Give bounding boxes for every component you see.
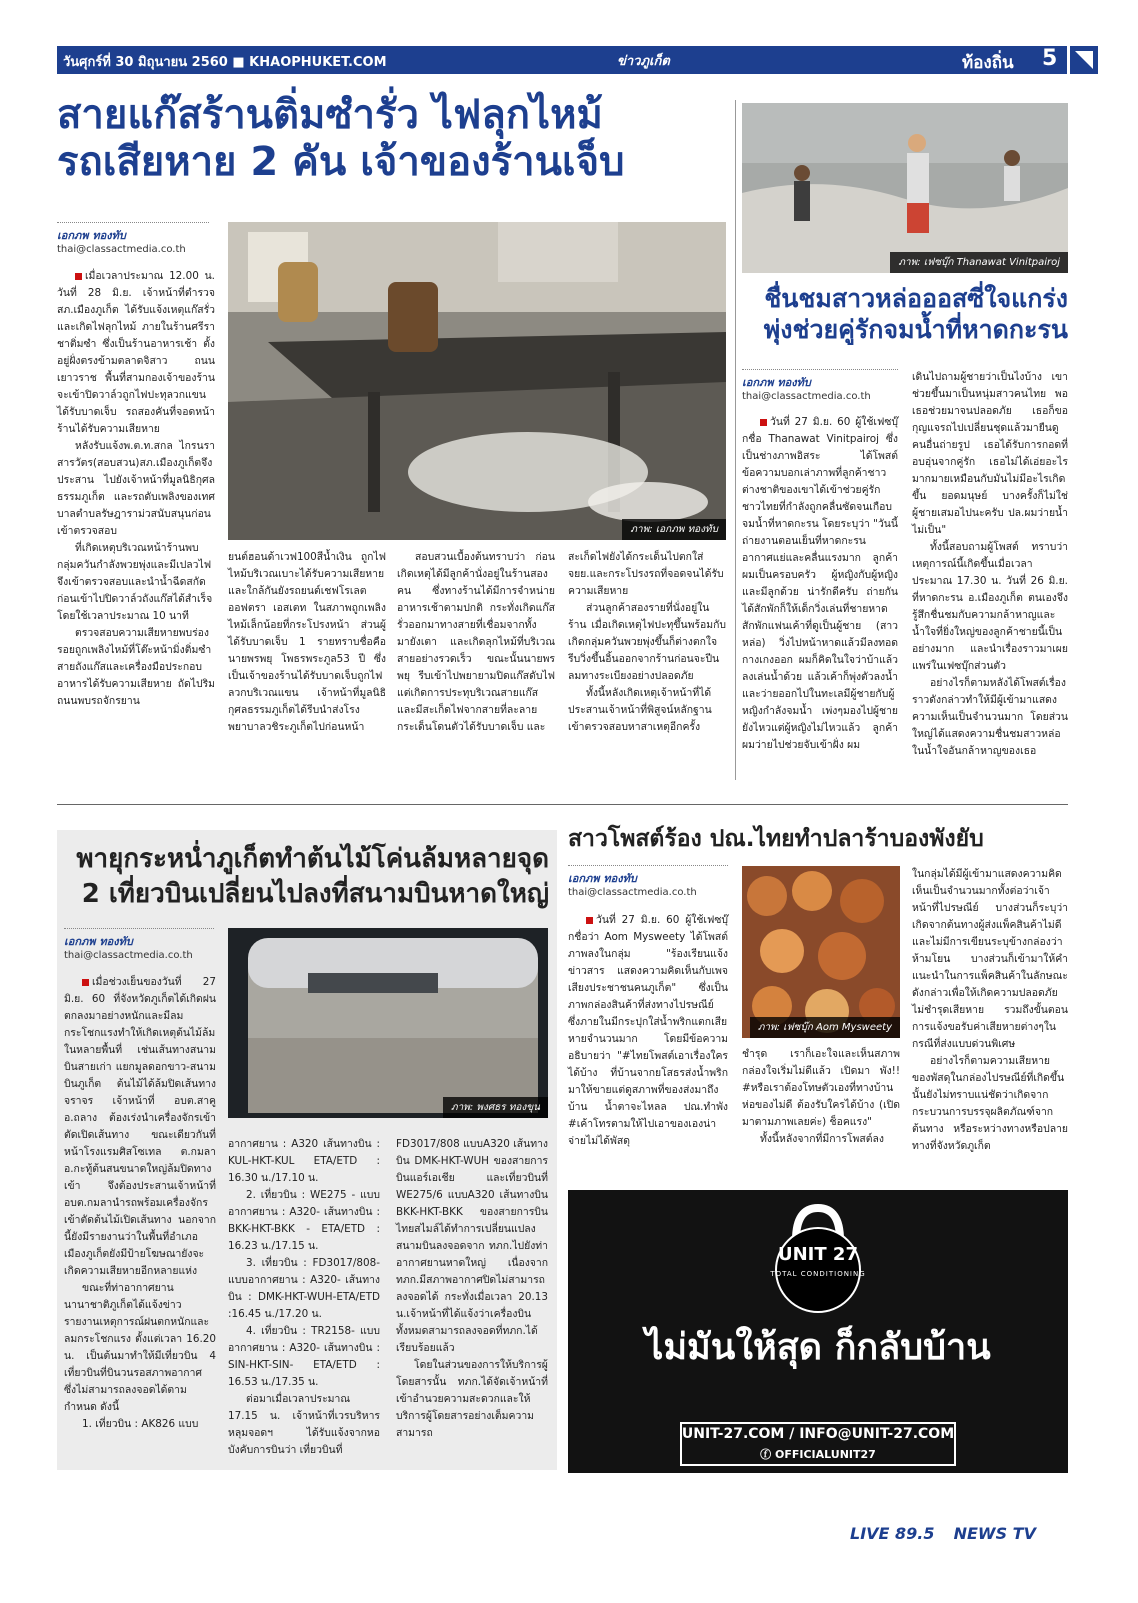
- story4-p1: วันที่ 27 มิ.ย. 60 ผู้ใช้เฟซบุ๊กชื่อว่า Aom Mysweety ได้โพสต์ภาพลงในกลุ่ม "ร้องเรียนแจ้งข่าวสาร แสดงความคิดเห็นกับเพจเสียงประชาชนคนภูเก็ต" ซึ่งเป็นภาพกล่องสินค้าที่ส่งทางไปรษณีย์ ซึ่งภายในมีกระปุกใส่น้ำพริกแตกเสียหายจำนวนมาก โดยมีข้อความอธิบายว่า "#ไทยโพสต์เอาเรื่องใครได้บ้าง ที่บ้านจากยโสธรส่งน้ำพริกมาให้ขายแต่ดูสภาพที่ของส่งมาถึงบ้าน น้ำตาจะไหลล ปณ.ทำพัง #เค้าโทรตามให้ไปเอาของเองน่าจ่ายไม่ได้พัสดุ: [568, 912, 728, 1150]
- story2-headline-line2: พุ่งช่วยคู่รักจมน้ำที่หาดกะรน: [763, 315, 1068, 345]
- story1-photo: [228, 222, 726, 540]
- header-date: วันศุกร์ที่ 30 มิถุนายน 2560 ■ KHAOPHUKET.COM: [63, 55, 387, 70]
- ad-slogan: ไม่มันให้สุด ก็กลับบ้าน: [645, 1327, 991, 1368]
- story3-headline-line1: พายุกระหน่ำภูเก็ตทำต้นไม้โค่นล้มหลายจุด: [76, 844, 549, 874]
- story2-byline: [742, 369, 898, 402]
- story2-author: เอกภพ ทองทับ: [742, 376, 811, 389]
- story3-email[interactable]: thai@classactmedia.co.th: [64, 950, 193, 961]
- story1-headline-line2: รถเสียหาย 2 คัน เจ้าของร้านเจ็บ: [57, 139, 625, 186]
- story4-p3: ทั้งนี้หลังจากที่มีการโพสต์ลง: [760, 1133, 884, 1145]
- story1-text-col3: [397, 549, 555, 777]
- ad-website[interactable]: UNIT-27.COM / INFO@UNIT-27.COM: [681, 1426, 955, 1442]
- story2-headline: [742, 283, 1068, 346]
- section-name: ท้องถิ่น: [962, 53, 1014, 73]
- story2-p1: วันที่ 27 มิ.ย. 60 ผู้ใช้เฟซบุ๊กชื่อ Thanawat Vinitpairoj ซึ่งเป็นช่างภาพอิสระ ได้โพสต์ข้อความบอกเล่าภาพที่ลูกค้าชาวต่างชาติของเขาได้เข้าช่วยคู่รักชาวไทยที่กำลังถูกคลื่นซัดจนเกือบจมน้ำที่หาดกะรน โดยระบุว่า "วันนี้ถ่ายงานตอนเย็นที่หาดกะรน อากาศแย่และคลื่นแรงมาก ลูกค้าผมเป็นครอบครัว ผู้หญิงกับผู้หญิงและมีลูกด้วย น่ารักดีครับ ถ่ายกันได้สักพักก็ให้เด็กวิ่งเล่นที่ชายหาด สักพักแฟนเค้าที่ดูเป็นผู้ชาย (สาวหล่อ) วิ่งไปหน้าหาดแล้วมีลงทอดกางเกงออก ผมก็คิดในใจว่าบ้าแล้ว ลงเล่นน้ำด้วย แล้วเค้าก็พุ่งตัวลงน้ำและว่ายออกไปในทะเลมีผู้ชายกับผู้หญิงกำลังจมน้ำ เพ่งๆมองไปผู้ชายยังไหวแต่ผู้หญิงไม่ไหวแล้ว ลูกค้าผมว่ายไปช่วยจับเข้าฝั่ง ผม: [742, 414, 898, 754]
- story1-text-col2: [228, 549, 386, 777]
- story3-headline: [64, 842, 549, 912]
- story2-email[interactable]: thai@classactmedia.co.th: [742, 391, 871, 402]
- story2-headline-line1: ชื่นชมสาวหล่อออสซี่ใจแกร่ง: [764, 284, 1068, 313]
- broken-jars-image: [742, 866, 900, 1038]
- story3-photo: [228, 928, 548, 1118]
- story4-author: เอกภพ ทองทับ: [568, 872, 637, 885]
- story4-text-col2: [742, 1046, 900, 1154]
- story1-p9: ทั้งนี้หลังเกิดเหตุเจ้าหน้าที่ได้ประสานเจ้าหน้าที่พิสูจน์หลักฐานเข้าตรวจสอบหาสาเหตุอีกครั้ง: [568, 687, 712, 733]
- story3-headline-line2: 2 เที่ยวบินเปลี่ยนไปลงที่สนามบินหาดใหญ่: [81, 879, 549, 910]
- story1-text-col4: [568, 549, 726, 777]
- story3-p1: เมื่อช่วงเย็นของวันที่ 27 มิ.ย. 60 ที่จังหวัดภูเก็ตได้เกิดฝนตกลงมาอย่างหนักและมีลมกระโชกแรงทำให้เกิดเหตุต้นไม้ล้มในหลายพื้นที่ เช่นเส้นทางสนามบินสายเก่า แยกมูลดอกขาว-สนามบินภูเก็ต ต้นไม้ได้ล้มปิดเส้นทางจราจร เจ้าหน้าที่ อบต.สาคู อ.ถลาง ต้องเร่งนำเครื่องจักรเข้าตัดเปิดเส้นทาง ขณะเดียวกันที่หน้าโรงแรมศิสโซเทล ต.กมลา อ.กะทู้ต้นสนขนาดใหญ่ล้มปิดทางเข้า จึงต้องประสานเจ้าหน้าที่อบต.กมลานำรถพร้อมเครื่องจักรเข้าตัดต้นไม้เปิดเส้นทาง นอกจากนี้ยังมีรายงานว่าในพื้นที่อำเภอเมืองภูเก็ตยังมีป้ายโฆษณายังจะเกิดความเสียหายอีกหลายแห่ง: [64, 974, 216, 1280]
- corner-arrow-icon: [1070, 46, 1098, 74]
- airport-window-image: [228, 928, 548, 1118]
- story1-headline-line1: สายแก๊สร้านติ่มซำรั่ว ไฟลุกไหม้: [57, 92, 603, 138]
- story1-photo-caption: ภาพ: เอกภพ ทองทับ: [622, 519, 726, 540]
- story3-p5: 2. เที่ยวบิน : WE275 - แบบอากาศยาน : A320- เส้นทางบิน : BKK-HKT-BKK - ETA/ETD : 16.23 น./17.15 น.: [228, 1189, 380, 1252]
- ad-logo-sub: TOTAL CONDITIONING: [770, 1270, 866, 1278]
- column-divider: [735, 100, 736, 780]
- story1-byline: [57, 222, 209, 255]
- story1-headline: [57, 92, 737, 186]
- story4-photo-caption: ภาพ: เฟซบุ๊ก Aom Mysweety: [750, 1017, 900, 1038]
- story4-text-col1: [568, 912, 728, 1147]
- story3-photo-caption: ภาพ: พงศธร ทองขุน: [443, 1097, 548, 1118]
- story1-text-col1: [57, 268, 215, 776]
- masthead-logo[interactable]: ข่าวภูเก็ต: [617, 54, 670, 69]
- story2-photo-caption: ภาพ: เฟซบุ๊ก Thanawat Vinitpairoj: [890, 252, 1068, 273]
- page-header-bar: [57, 46, 1067, 74]
- story4-byline: [568, 865, 728, 898]
- story3-p6: 3. เที่ยวบิน : FD3017/808- แบบอากาศยาน : A320- เส้นทางบิน : DMK-HKT-WUH-ETA/ETD :16.45 น./17.20 น.: [228, 1257, 380, 1320]
- story4-email[interactable]: thai@classactmedia.co.th: [568, 887, 697, 898]
- story2-p2: เดินไปถามผู้ชายว่าเป็นไงบ้าง เขาช่วยขึ้นมาเป็นหนุ่มสาวคนไทย พอเธอช่วยมาจนปลอดภัย เธอก็ขอกุญแจรถไปเปลี่ยนชุดแล้วมายืนดูคนอื่นถ่ายรูป เธอได้รับการกอดที่อบอุ่นจากคู่รัก เธอไม่ได้เอ่ยอะไรมากมายเหมือนกับมันไม่มีอะไรเกิดขึ้น ยอดมนุษย์ บางครั้งก็ไม่ใช่ผู้ชายเสมอไปนะครับ ปล.ผมว่ายน้ำไม่เป็น": [912, 371, 1068, 536]
- story4-text-col3: [912, 866, 1068, 1154]
- story3-p9: FD3017/808 แบบA320 เส้นทางบิน DMK-HKT-WUH ของสายการบินแอร์เอเชีย และเที่ยวบินที่ WE275/6 แบบA320 เส้นทางบิน BKK-HKT-BKK ของสายการบินไทยสไมล์ได้ทำการเปลี่ยนแปลงสนามบินลงจอดจาก ทภก.ไปยังท่าอากาศยานหาดใหญ่ เนื่องจาก ทภก.มีสภาพอากาศปิดไม่สามารถลงจอดได้ กระทั่งเมื่อเวลา 20.13 น.เจ้าหน้าที่ได้แจ้งว่าเครื่องบินทั้งหมดสามารถลงจอดที่ทภก.ได้เรียบร้อยแล้ว: [396, 1138, 548, 1354]
- story1-p2: หลังรับแจ้งพ.ต.ท.สกล ไกรนราสารวัตร(สอบสวน)สภ.เมืองภูเก็ตจึงประสาน ไปยังเจ้าหน้าที่มูลนิธิกุศลธรรมภูเก็ต และรถดับเพลิงของเทศบาลตำบลรัษฎาราม่วสนับสนุนก่อนเข้าตรวจสอบ: [57, 440, 215, 537]
- ad-facebook[interactable]: ⓕ OFFICIALUNIT27: [760, 1448, 876, 1461]
- story2-text-col1: [742, 414, 898, 778]
- story3-text-col2: [228, 1136, 380, 1464]
- story1-p5: ยนต์ฮอนด้าเวฟ100สีน้ำเงิน ถูกไฟไหม้บริเวณเบาะได้รับความเสียหาย และใกล้กันยังรถยนต์เชฟโรเลตออฟตรา เอสเตท ในสภาพถูกเพลิงไหม้เล็กน้อยที่กระโปรงหน้า ส่วนผู้ได้รับบาดเจ็บ 1 รายทราบชื่อคือ นายพรพยุ โพธรพระภูล53 ปี ซึ่งเป็นเจ้าของร้านได้รับบาดเจ็บถูกไฟลวกบริเวณแขน เจ้าหน้าที่มูลนิธิกุศลธรรมภูเก็ตได้รีบนำส่งโรงพยาบาลวชิระภูเก็ตไปก่อนหน้า: [228, 551, 386, 733]
- story2-photo: [742, 103, 1068, 273]
- footer-logo-live[interactable]: LIVE 89.5: [850, 1524, 935, 1543]
- story4-headline: สาวโพสต์ร้อง ปณ.ไทยทำปลาร้าบองพังยับ: [568, 826, 984, 852]
- story1-p1: เมื่อเวลาประมาณ 12.00 น. วันที่ 28 มิ.ย. เจ้าหน้าที่ตำรวจ สภ.เมืองภูเก็ต ได้รับแจ้งเหตุแก๊สรั่ว และเกิดไฟลุกไหม้ ภายในร้านศรีราชาติ่มซำ ซึ่งเป็นร้านอาหารเช้า ตั้งอยู่ฝั่งตรงข้ามตลาดจิสาว ถนนเยาวราช พื้นที่สามกองเจ้าของร้านจะเข้าปิดวาล์วถูกไฟปะทุลวกแขนได้รับบาดเจ็บ รถสองคันที่จอดหน้าร้านได้รับความเสียหาย: [57, 268, 215, 438]
- story3-author: เอกภพ ทองทับ: [64, 935, 133, 948]
- beach-rescue-image: [742, 103, 1068, 273]
- story1-p3: ที่เกิดเหตุบริเวณหน้าร้านพบกลุ่มควันกำลังพวยพุ่งและมีเปลวไฟ จึงเข้าตรวจสอบและนำน้ำฉีดสกัด ก่อนเข้าไปปิดวาล์วถังแก๊สได้สำเร็จ โดยใช้เวลาประมาณ 10 นาที: [57, 542, 213, 622]
- footer-logos: [850, 1524, 1070, 1554]
- story3-p8: ต่อมาเมื่อเวลาประมาณ 17.15 น. เจ้าหน้าที่เวรบริหารหลุมจอดฯ ได้รับแจ้งจากหอบังคับการบินว่า เที่ยวบินที่: [228, 1393, 380, 1456]
- story4-p4: ในกลุ่มได้มีผู้เข้ามาแสดงความคิดเห็นเป็นจำนวนมากทั้งต่อว่าเจ้าหน้าที่ไปรษณีย์ บางส่วนก็ระบุว่าเกิดจากต้นทางผู้ส่งแพ็คสินค้าไม่ดีและไม่มีการเขียนระบุข้างกล่องว่าห้ามโยน บางส่วนก็เข้ามาให้คำแนะนำในการแพ็คสินค้าในลักษณะดังกล่าวเพื่อให้เกิดความปลอดภัย ไม่ชำรุดเสียหาย รวมถึงขั้นตอนการแจ้งขอรับค่าเสียหายต่างๆในกรณีที่ส่งแบบด่วนพิเศษ: [912, 868, 1068, 1050]
- footer-logo-news[interactable]: NEWS TV: [953, 1524, 1036, 1543]
- story1-author: เอกภพ ทองทับ: [57, 229, 126, 242]
- story2-p4: อย่างไรก็ตามหลังได้โพสต์เรื่องราวดังกล่าวทำให้มีผู้เข้ามาแสดงความเห็นเป็นจำนวนมาก โดยส่วนใหญ่ได้แสดงความชื่นชมสาวหล่อในน้ำใจอันกล้าหาญของเธอ: [912, 677, 1068, 757]
- story1-p4: ตรวจสอบความเสียหายพบร่องรอยถูกเพลิงไหม้ที่โต๊ะหน้ามิ่งติ่มซำ สายถังแก๊สและเครื่องมือประกอบอาหารได้รับความเสียหาย ถัดไปริมถนนพบรถจักรยาน: [57, 627, 215, 707]
- story3-p2: ขณะที่ท่าอากาศยานนานาชาติภูเก็ตได้แจ้งข่าวรายงานเหตุการณ์ฝนตกหนักและลมกระโชกแรง ตั้งแต่เวลา 16.20 น. เป็นต้นมาทำให้มีเที่ยวบิน 4 เที่ยวบินที่บินวนรอสภาพอากาศ ซึ่งไม่สามารถลงจอดได้ตามกำหนด ดังนี้: [64, 1282, 216, 1413]
- story1-p7: สะเก็ดไฟยังได้กระเด็นไปตกใส่จยย.และกระโปรงรถที่จอดจนได้รับความเสียหาย: [568, 551, 724, 597]
- page-number: 5: [1042, 46, 1058, 71]
- burnt-kitchen-image: [228, 222, 726, 540]
- story1-p6: สอบสวนเบื้องต้นทราบว่า ก่อนเกิดเหตุได้มีลูกค้านั่งอยู่ในร้านสองคน ซึ่งทางร้านได้มีการจำหน่ายอาหารเช้าตามปกติ กระทั่งเกิดแก๊สรั่วออกมาทางสายที่เชื่อมจากทั้งมายังเตา และเกิดลุกไหม้ที่บริเวณสายอย่างรวดเร็ว ขณะนั้นนายพรพยุ รีบเข้าไปพยายามปิดแก๊สดับไฟแต่เกิดการประทุบริเวณสายแก๊สและมีสะเก็ดไฟจากสายที่ละลายกระเด็นโดนตัวได้รับบาดเจ็บ และ: [397, 551, 555, 733]
- story3-text-col1: [64, 974, 216, 1464]
- story3-p10: โดยในส่วนของการให้บริการผู้โดยสารนั้น ทภก.ได้จัดเจ้าหน้าที่เข้าอำนวยความสะดวกและให้บริการผู้โดยสารอย่างเต็มความสามารถ: [396, 1359, 548, 1439]
- story3-p3: 1. เที่ยวบิน : AK826 แบบ: [82, 1418, 199, 1430]
- story4-p2: ชำรุด เราก็เอะใจและเห็นสภาพกล่องใจเริ่มไม่ดีแล้ว เปิดมา พัง!! #หรือเราต้องโทษตัวเองที่ทางบ้านห่อของไม่ดี ต้องรับใครได้บ้าง (เปิดมาตามภาพเลยค่ะ) ช็อคแรง": [742, 1048, 900, 1128]
- story3-byline: [64, 928, 214, 961]
- advertisement-unit27[interactable]: [568, 1190, 1068, 1473]
- ad-logo-text: UNIT 27: [778, 1244, 858, 1265]
- horizontal-divider: [57, 804, 1068, 805]
- story2-p3: ทั้งนี้สอบถามผู้โพสต์ ทราบว่าเหตุการณ์นี้เกิดขึ้นเมื่อเวลาประมาณ 17.30 น. วันที่ 26 มิ.ย. ที่หาดกะรน อ.เมืองภูเก็ต ตนเองจึงรู้สึกชื่นชมกับความกล้าหาญและน้ำใจที่ยิ่งใหญ่ของลูกค้าชายนี้เป็นอย่างมาก และนำเรื่องราวมาเผยแพร่ในเฟซบุ๊กส่วนตัว: [912, 541, 1068, 672]
- story4-p5: อย่างไรก็ตามความเสียหายของพัสดุในกล่องไปรษณีย์ที่เกิดขึ้นนั้นยังไม่ทราบแน่ชัดว่าเกิดจากกระบวนการบรรจุผลิตภัณฑ์จากต้นทาง หรือระหว่างทางหรือปลายทางที่จังหวัดภูเก็ต: [912, 1055, 1068, 1152]
- ad-facebook-handle[interactable]: OFFICIALUNIT27: [775, 1448, 876, 1461]
- story3-p7: 4. เที่ยวบิน : TR2158- แบบอากาศยาน : A320- เส้นทางบิน : SIN-HKT-SIN- ETA/ETD : 16.53 น./17.35 น.: [228, 1325, 380, 1388]
- story4-photo: [742, 866, 900, 1038]
- story3-text-col3: [396, 1136, 548, 1464]
- story2-text-col2: [912, 369, 1068, 778]
- story1-email[interactable]: thai@classactmedia.co.th: [57, 244, 186, 255]
- story1-p8: ส่วนลูกค้าสองรายที่นั่งอยู่ในร้าน เมื่อเกิดเหตุไฟปะทุขึ้นพร้อมกับเกิดกลุ่มควันพวยพุ่งขึ้นก็ต่างตกใจรีบวิ่งขึ้นอิ้นออกจากร้านก่อนจะปีนลมทางระเบียงอย่างปลอดภัย: [568, 602, 726, 682]
- story3-p4: อากาศยาน : A320 เส้นทางบิน : KUL-HKT-KUL ETA/ETD : 16.30 น./17.10 น.: [228, 1138, 380, 1184]
